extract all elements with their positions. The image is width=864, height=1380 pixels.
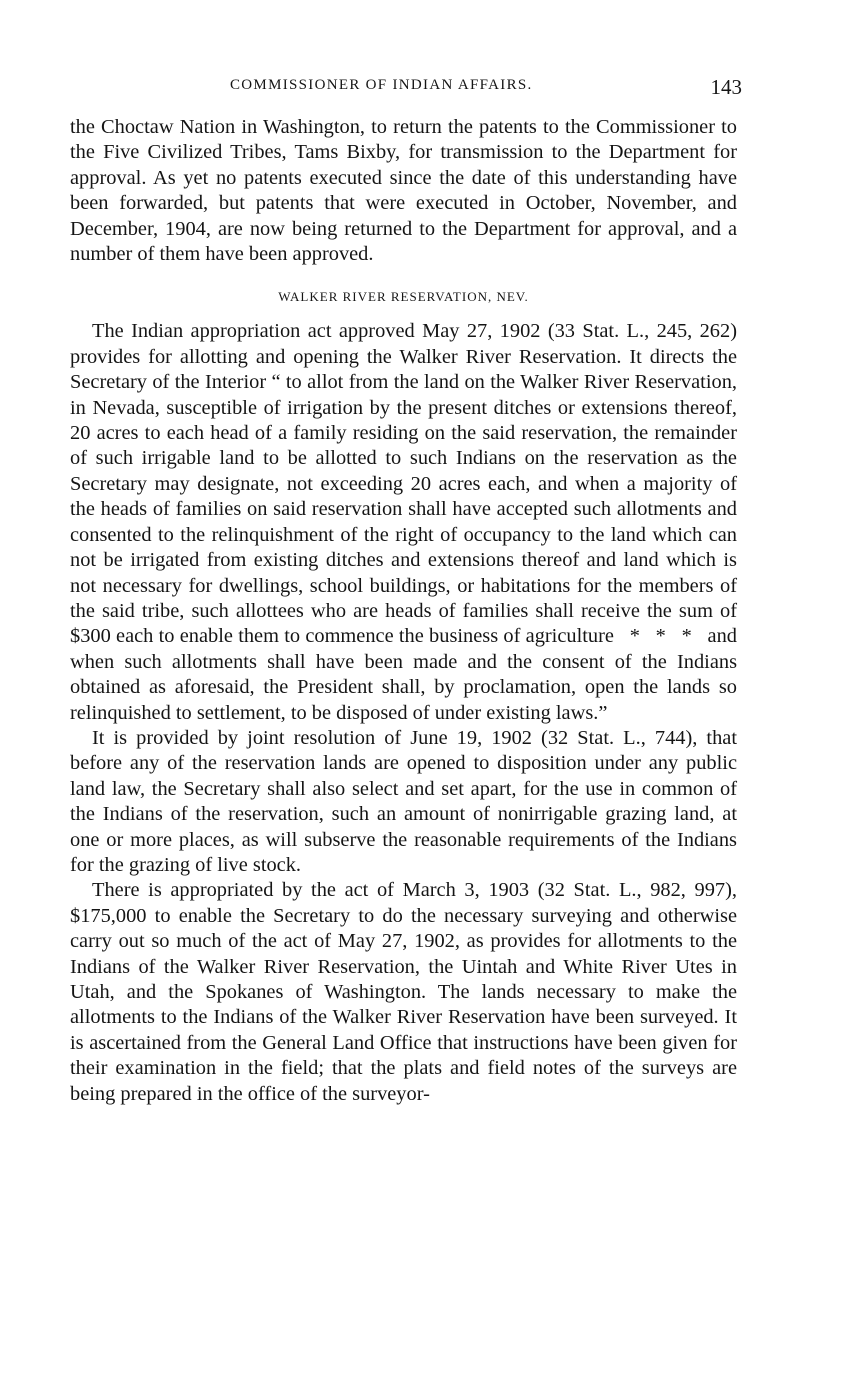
- paragraph-appropriation-act: The Indian appropriation act approved May 27, 1902 (33 Stat. L., 245, 262) provides for allotting and opening the Walker River Reservation. It directs the Secretary of the Interior “ to allot from the land on the Walker River Reservation, in Nevada, susceptible of irrigation by the present ditches or extensions thereof, 20 acres to each head of a family residing on the said reservation, the remainder of such irrigable land to be allotted to such Indians on the reservation as the Secretary may designate, not exceeding 20 acres each, and when a majority of the heads of families on said reservation shall have accepted such allotments and consented to the relinquishment of the right of occupancy to the land which can not be irrigated from existing ditches and extensions thereof and land which is not necessary for dwellings, school buildings, or habitations for the members of the said tribe, such allottees who are heads of families shall receive the sum of $300 each to enable them to commence the business of agriculture * * * and when such allotments shall have been made and the consent of the Indians obtained as aforesaid, the President shall, by proclamation, open the lands so relinquished to settlement, to be disposed of under existing laws.”: [70, 320, 737, 724]
- section-heading: WALKER RIVER RESERVATION, NEV.: [278, 289, 529, 305]
- page-header: [68, 75, 742, 99]
- running-head: COMMISSIONER OF INDIAN AFFAIRS.: [230, 77, 533, 93]
- paragraph-continued: the Choctaw Nation in Washington, to return the patents to the Commissioner to the Five Civilized Tribes, Tams Bixby, for transmission to the Department for approval. As yet no patents executed since the date of this understanding have been forwarded, but patents that were executed in October, November, and December, 1904, are now being returned to the Department for approval, and a number of them have been approved.: [70, 116, 737, 266]
- page-number: 143: [710, 75, 742, 99]
- page-body: [70, 115, 737, 1107]
- paragraph-appropriation-1903: There is appropriated by the act of March 3, 1903 (32 Stat. L., 982, 997), $175,000 to enable the Secretary to do the necessary surveying and otherwise carry out so much of the act of May 27, 1902, as provides for allotments to the Indians of the Walker River Reservation, the Uintah and White River Utes in Utah, and the Spokanes of Washington. The lands necessary to make the allotments to the Indians of the Walker River Reservation have been surveyed. It is ascertained from the General Land Office that instructions have been given for their examination in the field; that the plats and field notes of the surveys are being prepared in the office of the surveyor-: [70, 879, 737, 1105]
- paragraph-joint-resolution: It is provided by joint resolution of June 19, 1902 (32 Stat. L., 744), that before any of the reservation lands are opened to disposition under any public land law, the Secretary shall also select and set apart, for the use in common of the Indians of the reservation, such an amount of nonirrigable grazing land, at one or more places, as will subserve the reasonable requirements of the Indians for the grazing of live stock.: [70, 726, 737, 876]
